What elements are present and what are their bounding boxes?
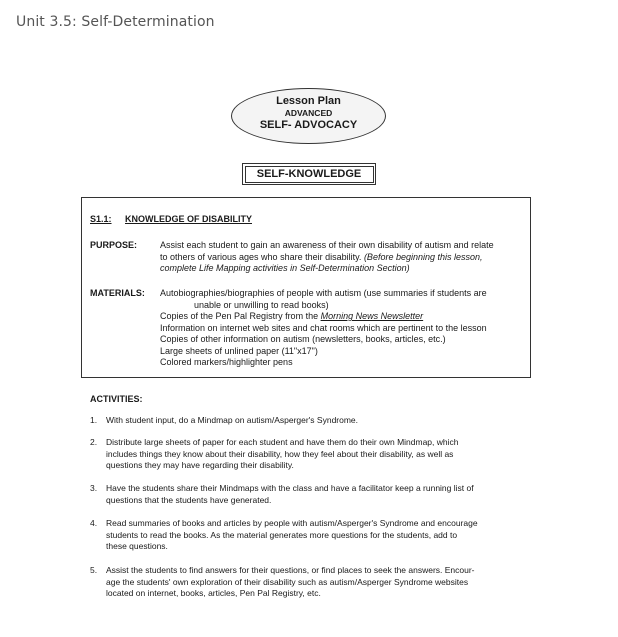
objective-code: S1.1: bbox=[90, 214, 112, 224]
purpose-line-2b: (Before beginning this lesson, bbox=[363, 251, 483, 262]
activity-5-line-3: located on internet, books, articles, Pen Pal Registry, etc. bbox=[106, 588, 321, 598]
activity-3-line-2: questions that the students have generated. bbox=[106, 494, 272, 505]
newsletter-title: Morning News Newsletter bbox=[320, 311, 424, 321]
materials-line-2a: Copies of the Pen Pal Registry from the bbox=[160, 311, 321, 321]
section-title: SELF-KNOWLEDGE bbox=[245, 166, 374, 183]
materials-line-6: Colored markers/highlighter pens bbox=[160, 357, 293, 367]
unit-header: Unit 3.5: Self-Determination bbox=[16, 14, 215, 30]
activity-5-line-2: age the students' own exploration of their disability such as autism/Asperger Syndrome websites bbox=[106, 576, 469, 587]
activity-2-line-3: questions they may have regarding their disability. bbox=[106, 460, 294, 470]
activity-number: 2. bbox=[90, 437, 98, 447]
materials-line-1: Autobiographies/biographies of people with autism (use summaries if students are bbox=[160, 288, 487, 298]
activity-number: 1. bbox=[90, 415, 98, 425]
materials-line-3: Information on internet web sites and chat rooms which are pertinent to the lesson bbox=[160, 322, 487, 333]
materials-line-1b: unable or unwilling to read books) bbox=[194, 299, 329, 310]
activity-number: 5. bbox=[90, 565, 98, 575]
activity-4-line-1: Read summaries of books and articles by people with autism/Asperger's Syndrome and encourage bbox=[106, 518, 478, 528]
activity-number: 4. bbox=[90, 518, 98, 528]
activity-number: 3. bbox=[90, 483, 98, 493]
materials-line-4: Copies of other information on autism (newsletters, books, articles, etc.) bbox=[160, 334, 446, 344]
purpose-line-3: complete Life Mapping activities in Self-Determination Section) bbox=[160, 263, 410, 273]
activity-4-line-3: these questions. bbox=[106, 541, 168, 551]
purpose-label: PURPOSE: bbox=[90, 240, 138, 250]
lesson-plan-topic: SELF- ADVOCACY bbox=[259, 119, 358, 131]
materials-line-5: Large sheets of unlined paper (11"x17") bbox=[160, 345, 318, 356]
lesson-plan-oval bbox=[231, 88, 386, 144]
purpose-line-2 bbox=[160, 252, 483, 264]
activity-4-line-2: students to read the books. As the material generates more questions for the students, add to bbox=[106, 529, 458, 540]
section-title-box bbox=[242, 163, 376, 185]
activities-heading: ACTIVITIES: bbox=[90, 394, 143, 404]
purpose-line-2a: to others of various ages who share their disability. bbox=[160, 251, 364, 262]
materials-line-2 bbox=[160, 311, 423, 323]
activity-2-line-2: includes things they know about their disability, how they feel about their disability, as well as bbox=[106, 448, 454, 459]
activity-5-line-1: Assist the students to find answers for their questions, or find places to seek the answers. Encour- bbox=[106, 565, 475, 575]
activity-2-line-1: Distribute large sheets of paper for each student and have them do their own Mindmap, which bbox=[106, 437, 459, 447]
materials-label: MATERIALS: bbox=[90, 288, 145, 298]
lesson-plan-title: Lesson Plan bbox=[276, 95, 341, 107]
objective-title: KNOWLEDGE OF DISABILITY bbox=[125, 214, 252, 224]
purpose-line-1: Assist each student to gain an awareness of their own disability of autism and relate bbox=[160, 240, 494, 250]
lesson-plan-level: ADVANCED bbox=[284, 108, 333, 118]
activity-1-line-1: With student input, do a Mindmap on autism/Asperger's Syndrome. bbox=[106, 415, 359, 425]
activity-3-line-1: Have the students share their Mindmaps with the class and have a facilitator keep a running list of bbox=[106, 483, 474, 493]
